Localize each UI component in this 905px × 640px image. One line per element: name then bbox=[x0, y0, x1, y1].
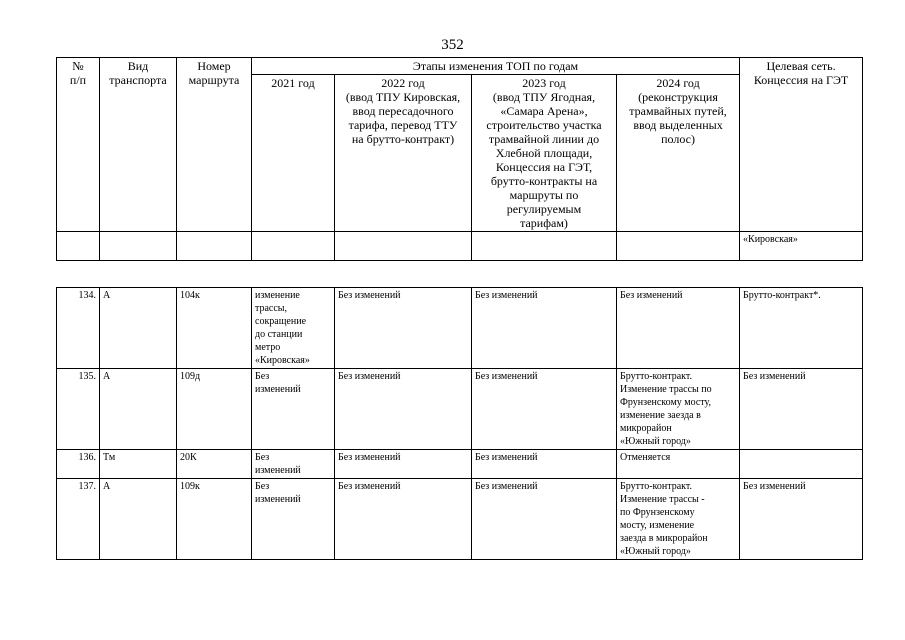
row-2023: Без изменений bbox=[472, 369, 617, 450]
row-2024: Брутто-контракт. Изменение трассы - по Фрунзенскому мосту, изменение заезда в микрорайон «Южный город» bbox=[617, 479, 740, 560]
row-num: 135. bbox=[57, 369, 100, 450]
row-2023: Без изменений bbox=[472, 479, 617, 560]
carry-2023 bbox=[472, 232, 617, 261]
row-num: 137. bbox=[57, 479, 100, 560]
row-2022: Без изменений bbox=[335, 369, 472, 450]
row-2023: Без изменений bbox=[472, 450, 617, 479]
page-number: 352 bbox=[441, 37, 464, 53]
carry-route bbox=[177, 232, 252, 261]
header-transport-type: Вид транспорта bbox=[100, 58, 177, 232]
row-2022: Без изменений bbox=[335, 479, 472, 560]
row-2024: Брутто-контракт. Изменение трассы по Фрунзенскому мосту, изменение заезда в микрорайон «Южный город» bbox=[617, 369, 740, 450]
carry-2021 bbox=[252, 232, 335, 261]
header-year-2022: 2022 год (ввод ТПУ Кировская, ввод пересадочного тарифа, перевод ТТУ на брутто-контракт) bbox=[335, 75, 472, 232]
row-num: 136. bbox=[57, 450, 100, 479]
carry-over-row bbox=[57, 232, 863, 261]
carry-target: «Кировская» bbox=[740, 232, 863, 261]
row-route-number: 109к bbox=[177, 479, 252, 560]
row-route-number: 20К bbox=[177, 450, 252, 479]
carry-2024 bbox=[617, 232, 740, 261]
row-2024: Отменяется bbox=[617, 450, 740, 479]
row-2021: изменение трассы, сокращение до станции метро «Кировская» bbox=[252, 288, 335, 369]
row-2021: Без изменений bbox=[252, 479, 335, 560]
table-row bbox=[57, 479, 863, 560]
header-year-2023: 2023 год (ввод ТПУ Ягодная, «Самара Арена», строительство участка трамвайной линии до Хлебной площади, Концессия на ГЭТ, брутто-контракты на маршруты по регулируемым тарифам) bbox=[472, 75, 617, 232]
row-route-number: 109д bbox=[177, 369, 252, 450]
header-num: № п/п bbox=[57, 58, 100, 232]
separator-row bbox=[57, 261, 863, 288]
row-transport-type: А bbox=[100, 479, 177, 560]
table-row bbox=[57, 288, 863, 369]
header-target-network: Целевая сеть. Концессия на ГЭТ bbox=[740, 58, 863, 232]
carry-type bbox=[100, 232, 177, 261]
row-num: 134. bbox=[57, 288, 100, 369]
header-route-number: Номер маршрута bbox=[177, 58, 252, 232]
table-row bbox=[57, 450, 863, 479]
row-transport-type: Тм bbox=[100, 450, 177, 479]
carry-2022 bbox=[335, 232, 472, 261]
header-year-2021: 2021 год bbox=[252, 75, 335, 232]
row-transport-type: А bbox=[100, 288, 177, 369]
routes-table bbox=[56, 57, 863, 560]
row-2021: Без изменений bbox=[252, 369, 335, 450]
row-2023: Без изменений bbox=[472, 288, 617, 369]
row-2024: Без изменений bbox=[617, 288, 740, 369]
row-transport-type: А bbox=[100, 369, 177, 450]
row-target: Без изменений bbox=[740, 479, 863, 560]
row-target: Брутто-контракт*. bbox=[740, 288, 863, 369]
separator-cell bbox=[57, 261, 863, 288]
row-route-number: 104к bbox=[177, 288, 252, 369]
row-2022: Без изменений bbox=[335, 288, 472, 369]
carry-num bbox=[57, 232, 100, 261]
row-target bbox=[740, 450, 863, 479]
row-target: Без изменений bbox=[740, 369, 863, 450]
table-row bbox=[57, 369, 863, 450]
header-row-top bbox=[57, 58, 863, 75]
row-2021: Без изменений bbox=[252, 450, 335, 479]
header-year-2024: 2024 год (реконструкция трамвайных путей, ввод выделенных полос) bbox=[617, 75, 740, 232]
header-stages: Этапы изменения ТОП по годам bbox=[252, 58, 740, 75]
row-2022: Без изменений bbox=[335, 450, 472, 479]
